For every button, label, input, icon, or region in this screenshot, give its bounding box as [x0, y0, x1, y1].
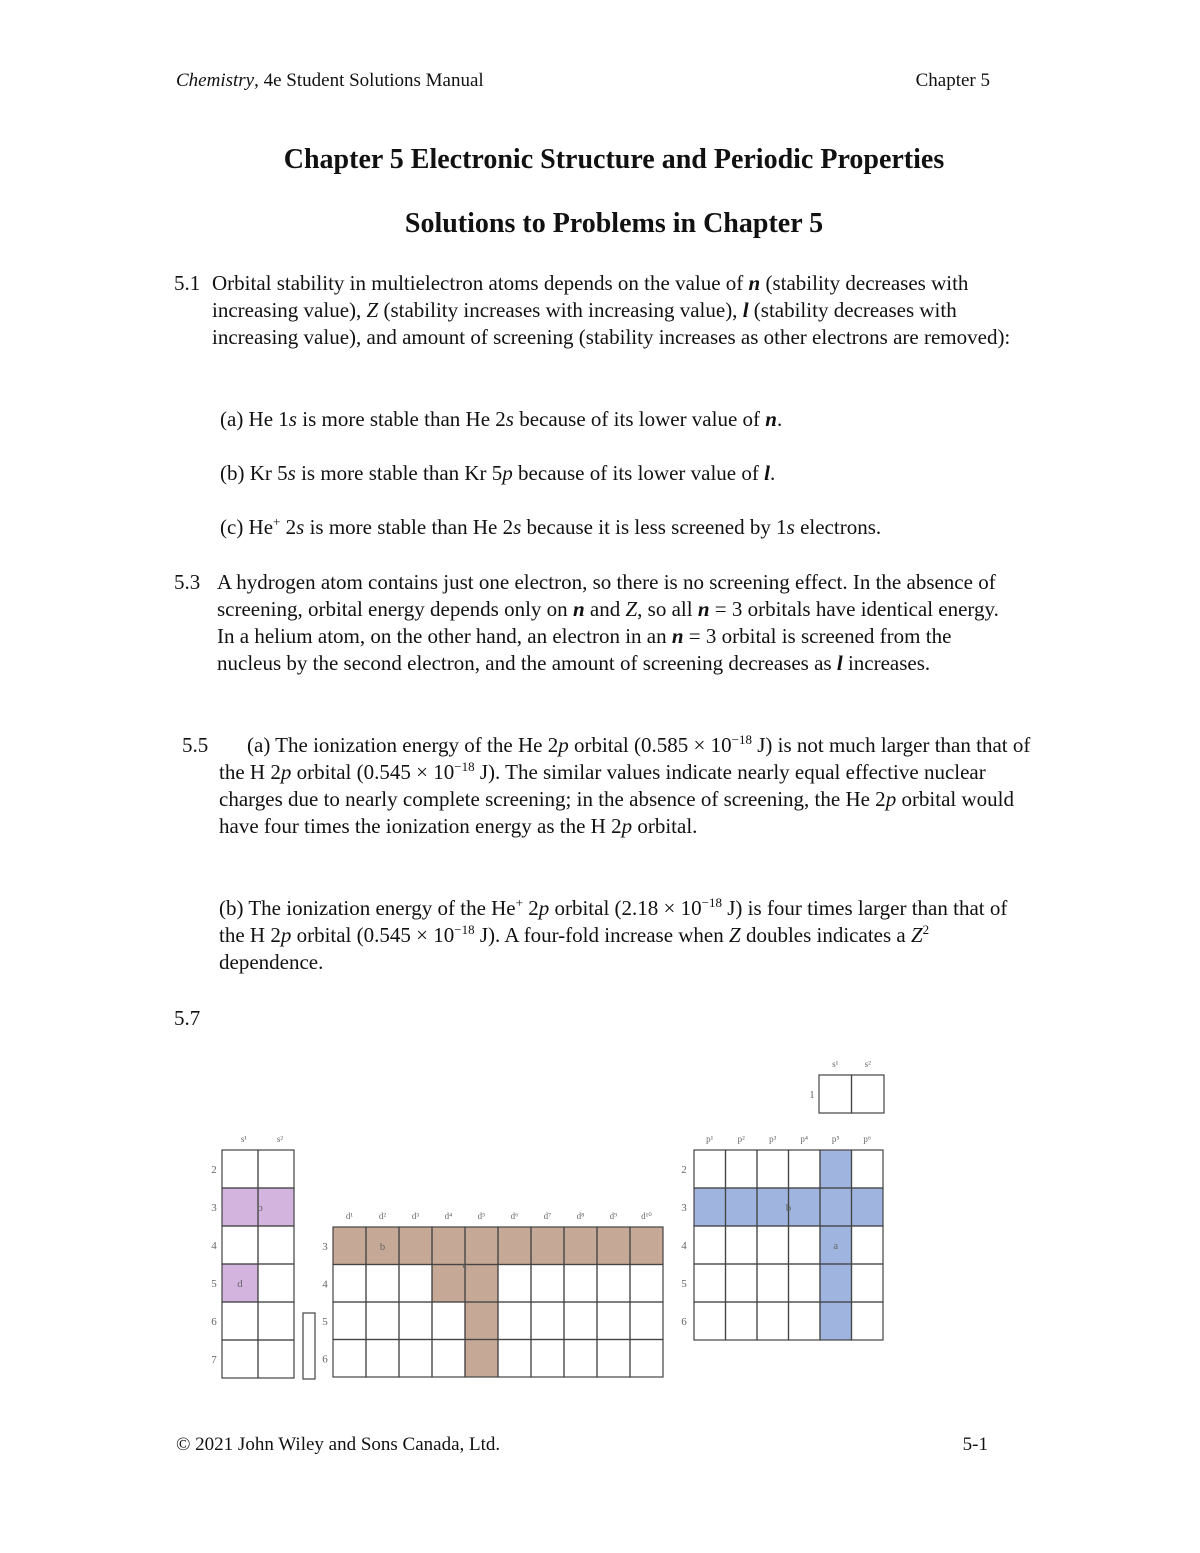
- d-block-header: d²: [378, 1211, 387, 1221]
- page-number: 5-1: [962, 1434, 988, 1455]
- d-block-cell: [597, 1265, 630, 1303]
- problem-number: 5.7: [174, 1006, 201, 1030]
- p-block-cell: [852, 1302, 884, 1340]
- d-block-row-label: 4: [322, 1278, 328, 1291]
- problem-text: Orbital stability in multielectron atoms depends on the value of n (stability decreases with increasing value), Z (stability increases with increasing value), l (stability decreases with increasing value), and amount of screening (stability increases as other electrons are removed):: [212, 271, 1011, 349]
- book-subtitle: , 4e Student Solutions Manual: [254, 70, 484, 91]
- p-block-cell: [757, 1264, 789, 1302]
- p-block-label-b: b: [785, 1202, 792, 1214]
- f-block-stub: [303, 1313, 315, 1379]
- figure-content: [211, 1059, 884, 1379]
- d-block-header: d⁸: [576, 1211, 585, 1221]
- p-block-row-label: 5: [681, 1278, 687, 1290]
- p-block-cell: [694, 1226, 726, 1264]
- problem-5-3: [174, 569, 1004, 677]
- answer-5-1-a: (a) He 1s is more stable than He 2s because of its lower value of n.: [220, 407, 783, 431]
- d-block-cell: [498, 1340, 531, 1378]
- problem-5-1: [174, 270, 1034, 351]
- he-block-cell: [852, 1075, 885, 1113]
- answer-5-1-c: (c) He+ 2s is more stable than He 2s because it is less screened by 1s electrons.: [220, 514, 882, 539]
- p-block-cell: [852, 1226, 884, 1264]
- p-block-cell: [726, 1226, 758, 1264]
- p-block-header: p⁵: [831, 1134, 840, 1144]
- p-block-cell: [726, 1150, 758, 1188]
- p-block-cell: [757, 1226, 789, 1264]
- s-block-cell: [258, 1340, 294, 1378]
- problem-5-5: [182, 732, 1032, 840]
- d-block-cell: [333, 1340, 366, 1378]
- s-block-row-label: 7: [211, 1354, 217, 1366]
- p-block-cell: [852, 1150, 884, 1188]
- section-title: Solutions to Problems in Chapter 5: [404, 208, 824, 239]
- problem-number: 5.5: [182, 733, 209, 757]
- s-block-cell: [258, 1226, 294, 1264]
- d-block-cell: [630, 1340, 663, 1378]
- p-block-cell: [789, 1226, 821, 1264]
- s-block-header: s²: [276, 1134, 284, 1144]
- d-block-header: d⁷: [543, 1211, 552, 1221]
- d-block-row-label: 5: [322, 1315, 328, 1328]
- d-block-cell: [333, 1302, 366, 1340]
- s-block-row-label: 3: [211, 1202, 217, 1214]
- answer-5-1-b: (b) Kr 5s is more stable than Kr 5p because of its lower value of l.: [220, 461, 776, 485]
- d-block-cell: [564, 1265, 597, 1303]
- d-block-cell: [498, 1265, 531, 1303]
- he-block-row-label: 1: [809, 1089, 815, 1101]
- d-block-cell: [630, 1265, 663, 1303]
- he-block-header: s²: [864, 1059, 871, 1069]
- s-block-cell: [258, 1264, 294, 1302]
- running-header-title: [176, 70, 484, 92]
- p-block-row-label: 2: [681, 1164, 687, 1176]
- p-block-row-label: 6: [681, 1316, 687, 1328]
- he-block-cell: [819, 1075, 852, 1113]
- d-block-cell: [366, 1265, 399, 1303]
- p-block-cell: [789, 1264, 821, 1302]
- s-block-row-label: 5: [211, 1278, 217, 1290]
- book-title: Chemistry: [176, 70, 255, 91]
- s-block-label-d: d: [237, 1278, 243, 1290]
- d-block-header: d⁴: [444, 1211, 453, 1221]
- p-block-cell: [789, 1302, 821, 1340]
- p-block-label-a: a: [833, 1240, 839, 1252]
- d-block-cell: [399, 1265, 432, 1303]
- d-block-cell: [630, 1302, 663, 1340]
- d-block-cell: [399, 1302, 432, 1340]
- d-block-cell: [531, 1302, 564, 1340]
- d-block-cell: [366, 1340, 399, 1378]
- s-block-row-label: 4: [211, 1240, 217, 1252]
- d-block-label-c: c: [462, 1259, 468, 1272]
- d-block-header: d⁵: [477, 1211, 486, 1221]
- p-block-cell: [757, 1302, 789, 1340]
- p-block-cell: [852, 1264, 884, 1302]
- s-block-cell: [222, 1302, 258, 1340]
- problem-5-7: [174, 1005, 200, 1032]
- d-block-header: d⁹: [609, 1211, 618, 1221]
- chapter-title: Chapter 5 Electronic Structure and Periodic Properties: [283, 144, 945, 175]
- s-block-cell: [258, 1302, 294, 1340]
- p-block-header: p²: [737, 1134, 745, 1144]
- problem-number: 5.3: [174, 570, 201, 594]
- s-block-cell: [222, 1226, 258, 1264]
- p-block-cell: [694, 1302, 726, 1340]
- d-block-cell: [597, 1340, 630, 1378]
- p-block-row-label: 4: [681, 1240, 687, 1252]
- d-block-cell: [498, 1302, 531, 1340]
- p-block-cell: [726, 1302, 758, 1340]
- d-block-cell: [531, 1340, 564, 1378]
- d-block-header: d⁶: [510, 1211, 519, 1221]
- periodic-table-figure: [0, 1055, 1200, 1455]
- problem-number: 5.1: [174, 271, 201, 295]
- d-block-cell: [432, 1302, 465, 1340]
- running-header-chapter: Chapter 5: [915, 70, 990, 91]
- d-block-cell: [564, 1302, 597, 1340]
- s-block-cell: [222, 1150, 258, 1188]
- d-block-cell: [366, 1302, 399, 1340]
- s-block-row-label: 6: [211, 1316, 217, 1328]
- problem-text-a: (a) The ionization energy of the He 2p orbital ($0.585 \times 10^{-18}$ J) is not much larger than that of the H 2p orbital ($0.545 \times 10^{-18}$ J). The similar values indicate nearly equal effective nuclear charges due to nearly complete screening; in the absence of screening, the He 2p orbital would have four times the ionization energy as the H 2p orbital.: [219, 732, 1031, 838]
- s-block-header: s¹: [240, 1134, 248, 1144]
- d-block-label-b: b: [379, 1240, 386, 1253]
- p-block-cell: [726, 1264, 758, 1302]
- p-block-cell: [694, 1264, 726, 1302]
- s-block-cell: [222, 1340, 258, 1378]
- d-block-cell: [399, 1340, 432, 1378]
- d-block-cell: [333, 1265, 366, 1303]
- p-block-header: p³: [769, 1134, 777, 1144]
- p-block-cell: [694, 1150, 726, 1188]
- p-block-header: p⁴: [800, 1134, 809, 1144]
- p-block-header: p¹: [706, 1134, 714, 1144]
- d-block-row-label: 6: [322, 1353, 328, 1366]
- p-block-row-label: 3: [681, 1202, 687, 1214]
- p-block-cell: [757, 1150, 789, 1188]
- s-block-label-b: b: [257, 1202, 263, 1214]
- d-block-row-label: 3: [322, 1240, 328, 1253]
- d-block-header: d¹: [345, 1211, 354, 1221]
- answer-5-5-b: (b) The ionization energy of the He+ 2p orbital ($2.18 \times 10^{-18}$ J) is four times larger than that of the H 2p orbital ($0.545 \times 10^{-18}$ J). A four-fold increase when Z doubles indicates a $Z^2$ dependence.: [219, 895, 1008, 974]
- s-block-row-label: 2: [211, 1164, 217, 1176]
- d-block-cell: [432, 1340, 465, 1378]
- he-block-header: s¹: [832, 1059, 839, 1069]
- d-block-header: d¹⁰: [641, 1211, 652, 1221]
- d-block-cell: [531, 1265, 564, 1303]
- d-block-cell: [564, 1340, 597, 1378]
- problem-text: A hydrogen atom contains just one electron, so there is no screening effect. In the absence of screening, orbital energy depends only on n and Z, so all n = 3 orbitals have identical energy. In a helium atom, on the other hand, an electron in an n = 3 orbital is screened from the nucleus by the second electron, and the amount of screening decreases as l increases.: [217, 570, 999, 675]
- d-block-header: d³: [411, 1211, 420, 1221]
- s-block-cell: [258, 1150, 294, 1188]
- copyright-footer: © 2021 John Wiley and Sons Canada, Ltd.: [176, 1434, 501, 1455]
- p-block-cell: [789, 1150, 821, 1188]
- p-block-header: p⁶: [863, 1134, 872, 1144]
- d-block-cell: [597, 1302, 630, 1340]
